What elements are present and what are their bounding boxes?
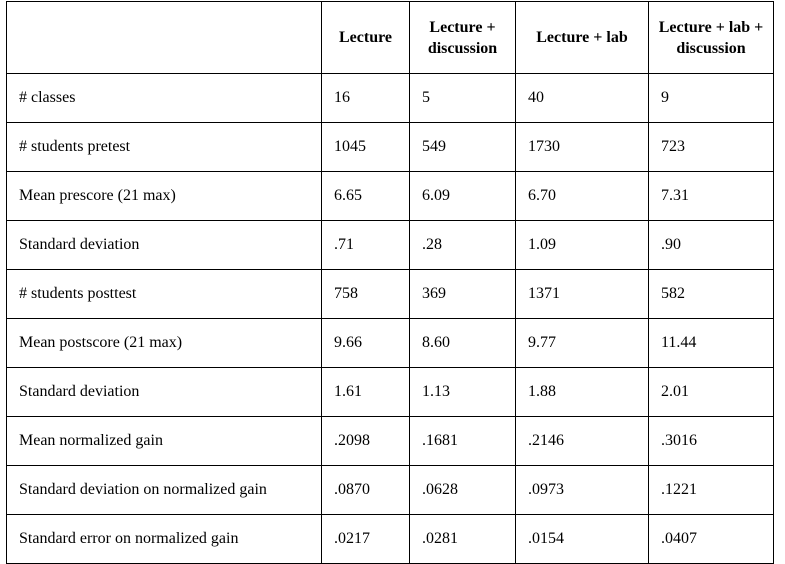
table-cell: .71: [322, 221, 410, 270]
table-cell: 1.61: [322, 368, 410, 417]
table-cell: .3016: [649, 417, 774, 466]
table-header: [7, 2, 774, 74]
table-cell: 8.60: [410, 319, 516, 368]
table-cell: .0281: [410, 515, 516, 564]
table-cell: 1045: [322, 123, 410, 172]
header-row: [7, 2, 774, 74]
table-row: [7, 466, 774, 515]
table-cell: .2146: [516, 417, 649, 466]
table-cell: 1.13: [410, 368, 516, 417]
table-cell: 11.44: [649, 319, 774, 368]
data-table: [6, 1, 774, 564]
row-label: # students pretest: [7, 123, 322, 172]
table-cell: 9.77: [516, 319, 649, 368]
table-row: [7, 515, 774, 564]
table-cell: .2098: [322, 417, 410, 466]
table-cell: 2.01: [649, 368, 774, 417]
table-cell: .0407: [649, 515, 774, 564]
header-cell-lecture-lab: Lecture + lab: [516, 2, 649, 74]
table-row: [7, 270, 774, 319]
row-label: Standard deviation on normalized gain: [7, 466, 322, 515]
table-cell: .1221: [649, 466, 774, 515]
table-cell: 9: [649, 74, 774, 123]
table-cell: 758: [322, 270, 410, 319]
table-cell: .90: [649, 221, 774, 270]
header-cell-lecture-discussion: Lecture + discussion: [410, 2, 516, 74]
table-cell: 6.09: [410, 172, 516, 221]
table-cell: 6.70: [516, 172, 649, 221]
table-cell: .0217: [322, 515, 410, 564]
table-cell: 7.31: [649, 172, 774, 221]
table-cell: 369: [410, 270, 516, 319]
table-cell: .0870: [322, 466, 410, 515]
row-label: Mean prescore (21 max): [7, 172, 322, 221]
table-cell: 549: [410, 123, 516, 172]
row-label: Mean postscore (21 max): [7, 319, 322, 368]
table-row: [7, 74, 774, 123]
table-cell: 16: [322, 74, 410, 123]
table-row: [7, 172, 774, 221]
table-cell: 1371: [516, 270, 649, 319]
row-label: Standard deviation: [7, 368, 322, 417]
header-cell-lecture: Lecture: [322, 2, 410, 74]
table-cell: 5: [410, 74, 516, 123]
table-cell: 1730: [516, 123, 649, 172]
row-label: Standard deviation: [7, 221, 322, 270]
table-row: [7, 123, 774, 172]
table-cell: .1681: [410, 417, 516, 466]
table-cell: 723: [649, 123, 774, 172]
table-cell: .0628: [410, 466, 516, 515]
header-cell-lecture-lab-discussion: Lecture + lab + discussion: [649, 2, 774, 74]
row-label: # students posttest: [7, 270, 322, 319]
table-cell: 9.66: [322, 319, 410, 368]
row-label: # classes: [7, 74, 322, 123]
table-body: [7, 74, 774, 564]
table-row: [7, 319, 774, 368]
table-cell: .0973: [516, 466, 649, 515]
table-row: [7, 368, 774, 417]
table-cell: .28: [410, 221, 516, 270]
row-label: Standard error on normalized gain: [7, 515, 322, 564]
table-cell: 1.88: [516, 368, 649, 417]
table-row: [7, 221, 774, 270]
row-label: Mean normalized gain: [7, 417, 322, 466]
table-cell: 1.09: [516, 221, 649, 270]
table-row: [7, 417, 774, 466]
table-cell: .0154: [516, 515, 649, 564]
table-cell: 582: [649, 270, 774, 319]
table-cell: 40: [516, 74, 649, 123]
header-cell-empty: [7, 2, 322, 74]
table-cell: 6.65: [322, 172, 410, 221]
